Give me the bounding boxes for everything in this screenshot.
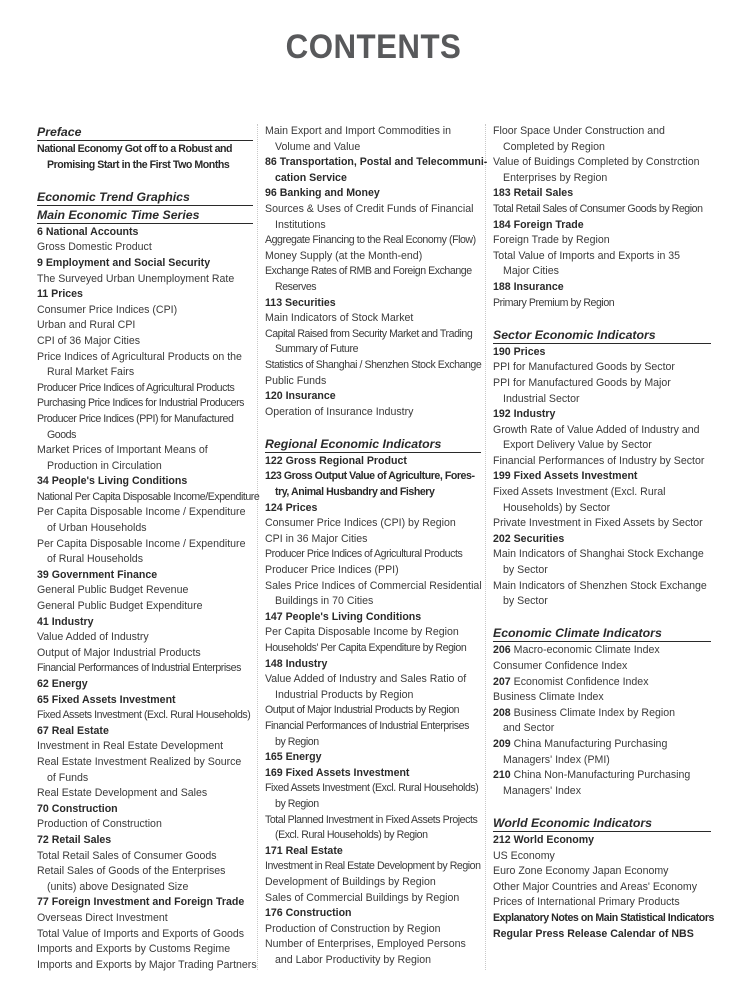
entry-text-continuation: (units) above Designated Size (47, 880, 189, 893)
entry-label: Business Climate Index by Region (513, 706, 675, 719)
entry-text: Purchasing Price Indices for Industrial Producers (37, 397, 244, 410)
section-heading-regional-economic-indicators: Regional Economic Indicators (265, 436, 481, 453)
toc-entry[interactable] (265, 937, 481, 968)
entry-text: Sources & Uses of Credit Funds of Financial (265, 202, 474, 215)
toc-entry[interactable] (265, 264, 481, 295)
entry-text-continuation: by Sector (503, 564, 548, 577)
toc-entry[interactable] (37, 272, 253, 288)
toc-entry[interactable] (265, 813, 481, 844)
entry-text: US Economy (493, 849, 555, 862)
spacer (493, 799, 711, 815)
toc-entry[interactable] (265, 516, 481, 532)
toc-entry[interactable] (493, 233, 711, 249)
entry-text: Number of Enterprises, Employed Persons (265, 938, 466, 951)
toc-entry[interactable] (265, 875, 481, 891)
entry-text-continuation: (Excl. Rural Households) by Region (275, 829, 428, 842)
entry-text (493, 769, 690, 781)
toc-chapter[interactable] (37, 833, 253, 849)
entry-text: Exchange Rates of RMB and Foreign Exchange (265, 265, 472, 278)
entry-text-continuation: try, Animal Husbandry and Fishery (275, 486, 435, 499)
entry-text: Investment in Real Estate Development by Region (265, 860, 481, 873)
toc-entry[interactable] (265, 532, 481, 548)
toc-entry[interactable] (265, 625, 481, 641)
entry-text: Financial Performances of Industry by Sector (493, 454, 705, 467)
toc-entry[interactable] (265, 859, 481, 875)
contents-column-1 (37, 124, 260, 973)
entry-label: China Non-Manufacturing Purchasing (513, 769, 691, 782)
toc-entry[interactable] (265, 405, 481, 421)
page-number: 210 (493, 769, 511, 782)
entry-text: General Public Budget Expenditure (37, 600, 203, 613)
toc-entry[interactable] (37, 505, 253, 536)
spacer (493, 610, 711, 626)
entry-text: 212 World Economy (493, 833, 595, 846)
toc-entry[interactable] (493, 659, 711, 675)
toc-chapter[interactable] (493, 345, 711, 361)
column-divider (257, 124, 258, 970)
entry-text (493, 738, 667, 750)
toc-chapter[interactable] (265, 296, 481, 312)
entry-text: General Public Budget Revenue (37, 584, 189, 597)
entry-text: 34 People's Living Conditions (37, 475, 188, 488)
toc-entry[interactable] (37, 646, 253, 662)
entry-text: 190 Prices (493, 345, 546, 358)
entry-text: Overseas Direct Investment (37, 911, 168, 924)
entry-text: Production of Construction by Region (265, 922, 441, 935)
entry-text: Total Value of Imports and Exports in 35 (493, 249, 681, 262)
entry-text: 183 Retail Sales (493, 187, 574, 200)
toc-chapter[interactable] (265, 750, 481, 766)
toc-entry[interactable] (265, 672, 481, 703)
toc-entry[interactable] (493, 516, 711, 532)
toc-chapter[interactable] (37, 256, 253, 272)
entry-text: 39 Government Finance (37, 568, 158, 581)
entry-text: 11 Prices (37, 288, 83, 301)
toc-chapter[interactable] (37, 287, 253, 303)
entry-text: 72 Retail Sales (37, 833, 112, 846)
entry-text: Growth Rate of Value Added of Industry and (493, 423, 700, 436)
toc-entry[interactable] (37, 942, 253, 958)
toc-entry[interactable] (37, 240, 253, 256)
spacer (37, 173, 253, 189)
entry-text: Main Export and Import Commodities in (265, 125, 452, 137)
toc-entry[interactable] (37, 661, 253, 677)
entry-text: 169 Fixed Assets Investment (265, 766, 410, 779)
toc-entry[interactable] (493, 360, 711, 376)
toc-chapter[interactable] (493, 186, 711, 202)
toc-entry[interactable] (37, 849, 253, 865)
entry-text: 122 Gross Regional Product (265, 454, 407, 467)
toc-entry[interactable] (493, 249, 711, 280)
toc-chapter[interactable] (265, 389, 481, 405)
toc-chapter[interactable] (493, 280, 711, 296)
page-number: 206 (493, 644, 511, 657)
entry-text: Operation of Insurance Industry (265, 405, 414, 418)
entry-text: 148 Industry (265, 657, 328, 670)
entry-text: Primary Premium by Region (493, 296, 615, 309)
entry-text: Gross Domestic Product (37, 241, 152, 254)
section-heading-sector-economic-indicators: Sector Economic Indicators (493, 327, 711, 344)
toc-entry[interactable] (493, 124, 711, 155)
toc-chapter[interactable] (37, 225, 253, 241)
entry-text: PPI for Manufactured Goods by Sector (493, 361, 675, 374)
toc-entry[interactable] (493, 880, 711, 896)
entry-text: 96 Banking and Money (265, 187, 380, 200)
toc-entry[interactable] (493, 202, 711, 218)
toc-entry[interactable] (265, 202, 481, 233)
entry-label: Macro-economic Climate Index (513, 644, 660, 657)
entry-text: 70 Construction (37, 802, 118, 815)
entry-text-continuation: by Sector (503, 595, 548, 608)
entry-text: 77 Foreign Investment and Foreign Trade (37, 896, 245, 909)
toc-entry[interactable] (37, 817, 253, 833)
toc-chapter[interactable] (265, 501, 481, 517)
entry-text: Regular Press Release Calendar of NBS (493, 927, 694, 940)
toc-entry[interactable] (37, 381, 253, 397)
entry-text-continuation: Major Cities (503, 265, 559, 278)
entry-text: 67 Real Estate (37, 724, 109, 737)
toc-chapter[interactable] (37, 677, 253, 693)
entry-text-continuation: of Rural Households (47, 553, 143, 566)
entry-text: Output of Major Industrial Products (37, 646, 201, 659)
toc-chapter[interactable] (265, 766, 481, 782)
column-divider (485, 124, 486, 970)
entry-text: Aggregate Financing to the Real Economy (Flow) (265, 234, 476, 247)
toc-entry[interactable] (493, 296, 711, 312)
entry-text: Development of Buildings by Region (265, 875, 436, 888)
entry-text: Real Estate Investment Realized by Source (37, 755, 242, 768)
entry-text: Price Indices of Agricultural Products on the (37, 350, 242, 363)
toc-entry[interactable] (265, 563, 481, 579)
entry-text: 62 Energy (37, 678, 88, 690)
toc-entry[interactable] (37, 490, 260, 506)
toc-entry[interactable] (493, 547, 711, 578)
entry-text: Floor Space Under Construction and (493, 125, 665, 137)
toc-entry[interactable] (493, 849, 711, 865)
entry-text: Euro Zone Economy Japan Economy (493, 865, 669, 878)
entry-text: 113 Securities (265, 296, 336, 309)
toc-entry[interactable] (493, 768, 711, 799)
toc-entry[interactable] (265, 124, 481, 155)
entry-text: Consumer Price Indices (CPI) by Region (265, 517, 456, 530)
entry-text: Value Added of Industry and Sales Ratio of (265, 673, 467, 686)
toc-entry[interactable] (37, 927, 253, 943)
entry-text: Sales Price Indices of Commercial Residential (265, 579, 482, 592)
toc-chapter[interactable] (37, 474, 253, 490)
entry-text: Main Indicators of Shanghai Stock Exchange (493, 548, 704, 561)
toc-entry[interactable] (265, 703, 481, 719)
entry-text-continuation: Reserves (275, 280, 317, 293)
entry-text-continuation: cation Service (275, 171, 347, 184)
entry-text: 199 Fixed Assets Investment (493, 470, 638, 483)
entry-text: Explanatory Notes on Main Statistical Indicators (493, 911, 714, 924)
toc-entry[interactable] (265, 547, 481, 563)
toc-entry[interactable] (265, 891, 481, 907)
toc-entry[interactable] (493, 155, 711, 186)
toc-entry[interactable] (265, 327, 481, 358)
entry-text-continuation: of Urban Households (47, 522, 147, 535)
section-heading-main-economic-time-series: Main Economic Time Series (37, 207, 253, 224)
entry-text: 6 National Accounts (37, 225, 139, 238)
entry-text: Value of Buidings Completed by Constrction (493, 156, 700, 169)
entry-text: Consumer Confidence Index (493, 660, 628, 672)
entry-text-continuation: and Sector (503, 722, 555, 735)
entry-text: Market Prices of Important Means of (37, 444, 208, 457)
entry-text-continuation: Industrial Products by Region (275, 688, 414, 701)
entry-text: 86 Transportation, Postal and Telecommuni- (265, 156, 488, 169)
entry-text: Fixed Assets Investment (Excl. Rural Households) (265, 782, 479, 795)
entry-text-continuation: Completed by Region (503, 140, 605, 153)
toc-entry[interactable] (493, 737, 711, 768)
entry-text: Households' Per Capita Expenditure by Region (265, 642, 467, 654)
toc-entry[interactable] (37, 583, 253, 599)
entry-text: Financial Performances of Industrial Enterprises (265, 719, 469, 732)
entry-text: Fixed Assets Investment (Excl. Rural Households) (37, 709, 251, 722)
toc-entry[interactable] (37, 318, 253, 334)
toc-chapter[interactable] (493, 218, 711, 234)
entry-text: Financial Performances of Industrial Enterprises (37, 662, 241, 675)
toc-chapter[interactable] (493, 407, 711, 423)
toc-entry[interactable] (265, 922, 481, 938)
entry-text: Per Capita Disposable Income / Expenditure (37, 537, 246, 550)
entry-text: Main Indicators of Stock Market (265, 312, 414, 325)
toc-entry[interactable] (37, 786, 253, 802)
toc-chapter[interactable] (493, 927, 711, 943)
toc-chapter[interactable] (265, 610, 481, 626)
toc-entry[interactable] (37, 537, 253, 568)
toc-entry[interactable] (37, 911, 253, 927)
toc-chapter[interactable] (493, 532, 711, 548)
entry-text: 9 Employment and Social Security (37, 256, 211, 269)
toc-entry[interactable] (493, 376, 711, 407)
entry-text: The Surveyed Urban Unemployment Rate (37, 272, 235, 285)
entry-text-continuation: and Labor Productivity by Region (275, 953, 432, 966)
toc-entry[interactable] (37, 443, 253, 474)
section-heading-world-economic-indicators: World Economic Indicators (493, 815, 711, 832)
toc-entry[interactable] (265, 233, 481, 249)
toc-entry[interactable] (265, 641, 481, 657)
toc-chapter[interactable] (493, 469, 711, 485)
entry-text: 192 Industry (493, 408, 556, 421)
entry-text-continuation: Promising Start in the First Two Months (47, 158, 230, 171)
toc-entry[interactable] (37, 396, 253, 412)
entry-text: Imports and Exports by Major Trading Partners (37, 958, 257, 971)
entry-text: Producer Price Indices of Agricultural Products (265, 548, 463, 561)
entry-text: Retail Sales of Goods of the Enterprises (37, 865, 226, 878)
entry-text: Per Capita Disposable Income by Region (265, 626, 459, 639)
entry-label: China Manufacturing Purchasing (513, 737, 668, 750)
entry-text: 171 Real Estate (265, 844, 343, 857)
entry-text: Producer Price Indices of Agricultural Products (37, 381, 235, 394)
section-heading-preface: Preface (37, 124, 253, 141)
entry-text: Production of Construction (37, 818, 162, 831)
toc-entry[interactable] (493, 485, 711, 516)
toc-chapter[interactable] (37, 693, 253, 709)
toc-chapter[interactable] (37, 142, 253, 173)
entry-text: 120 Insurance (265, 390, 336, 403)
spacer (265, 420, 481, 436)
entry-text-continuation: Production in Circulation (47, 459, 162, 472)
entry-text: Prices of International Primary Products (493, 896, 680, 909)
entry-text: Statistics of Shanghai / Shenzhen Stock Exchange (265, 358, 482, 371)
toc-entry[interactable] (265, 374, 481, 390)
toc-chapter[interactable] (493, 833, 711, 849)
entry-text-continuation: of Funds (47, 771, 89, 784)
entry-text (493, 707, 675, 719)
page-title: CONTENTS (285, 28, 462, 66)
page-number: 209 (493, 737, 511, 750)
toc-entry[interactable] (265, 358, 481, 374)
entry-text-continuation: Buildings in 70 Cities (275, 595, 374, 608)
section-heading-economic-climate-indicators: Economic Climate Indicators (493, 625, 711, 642)
toc-entry[interactable] (265, 579, 481, 610)
entry-text: Value Added of Industry (37, 631, 149, 644)
toc-entry[interactable] (265, 249, 481, 265)
entry-text: Business Climate Index (493, 691, 604, 704)
entry-text-continuation: Rural Market Fairs (47, 366, 135, 379)
entry-text: Public Funds (265, 374, 327, 387)
entry-text: Other Major Countries and Areas' Economy (493, 880, 697, 893)
entry-text: CPI in 36 Major Cities (265, 532, 368, 545)
toc-entry[interactable] (493, 454, 711, 470)
entry-text-continuation: Summary of Future (275, 343, 359, 356)
toc-entry[interactable] (37, 739, 253, 755)
toc-entry[interactable] (37, 864, 253, 895)
entry-text (493, 676, 649, 688)
entry-text: 41 Industry (37, 615, 94, 628)
toc-entry[interactable] (493, 895, 711, 911)
entry-text-continuation: Volume and Value (275, 140, 361, 153)
toc-chapter[interactable] (37, 802, 253, 818)
entry-text: 165 Energy (265, 751, 322, 764)
toc-chapter[interactable] (37, 724, 253, 740)
entry-text-continuation: Managers' Index (503, 784, 581, 797)
entry-text-continuation: by Region (275, 735, 319, 748)
entry-text: Producer Price Indices (PPI) for Manufactured (37, 412, 234, 425)
entry-label: Economist Confidence Index (513, 675, 649, 688)
entry-text: Investment in Real Estate Development (37, 740, 224, 753)
toc-chapter[interactable] (265, 186, 481, 202)
entry-text: 202 Securities (493, 532, 565, 545)
toc-chapter[interactable] (265, 155, 488, 186)
section-heading-economic-trend-graphics: Economic Trend Graphics (37, 189, 253, 206)
toc-chapter[interactable] (493, 911, 714, 927)
entry-text: Output of Major Industrial Products by Region (265, 704, 460, 717)
toc-entry[interactable] (493, 675, 711, 691)
entry-text-continuation: by Region (275, 797, 319, 810)
entry-text: 65 Fixed Assets Investment (37, 693, 176, 706)
toc-chapter[interactable] (265, 469, 481, 500)
entry-text-continuation: Managers' Index (PMI) (503, 753, 610, 766)
toc-chapter[interactable] (265, 657, 481, 673)
toc-entry[interactable] (493, 864, 711, 880)
entry-text-continuation: Institutions (275, 218, 326, 231)
contents-column-2 (265, 124, 488, 968)
toc-entry[interactable] (265, 781, 481, 812)
entry-text: Total Value of Imports and Exports of Goods (37, 927, 245, 940)
toc-entry[interactable] (493, 579, 711, 610)
page-number: 207 (493, 675, 511, 688)
entry-text: Private Investment in Fixed Assets by Sector (493, 517, 703, 530)
entry-text: Foreign Trade by Region (493, 234, 610, 247)
page-number: 208 (493, 706, 511, 719)
entry-text: Imports and Exports by Customs Regime (37, 943, 231, 956)
toc-entry[interactable] (265, 311, 481, 327)
toc-chapter[interactable] (37, 568, 253, 584)
entry-text: Main Indicators of Shenzhen Stock Exchange (493, 579, 707, 592)
entry-text: Total Planned Investment in Fixed Assets Projects (265, 813, 478, 826)
entry-text-continuation: Industrial Sector (503, 392, 580, 405)
entry-text-continuation: Export Delivery Value by Sector (503, 439, 652, 452)
entry-text: Producer Price Indices (PPI) (265, 564, 399, 577)
entry-text: National Per Capita Disposable Income/Expenditure (37, 490, 260, 503)
entry-text: Money Supply (at the Month-end) (265, 249, 423, 262)
toc-entry[interactable] (37, 708, 253, 724)
entry-text: 184 Foreign Trade (493, 218, 584, 231)
entry-text: PPI for Manufactured Goods by Major (493, 376, 671, 389)
entry-text: 176 Construction (265, 907, 352, 920)
entry-text-continuation: Enterprises by Region (503, 171, 608, 184)
toc-chapter[interactable] (265, 844, 481, 860)
entry-text-continuation: Goods (47, 428, 76, 441)
toc-entry[interactable] (37, 350, 253, 381)
entry-text: 147 People's Living Conditions (265, 610, 422, 623)
toc-chapter[interactable] (265, 454, 481, 470)
entry-text: 123 Gross Output Value of Agriculture, Fores- (265, 470, 475, 483)
entry-text: CPI of 36 Major Cities (37, 334, 141, 347)
toc-entry[interactable] (265, 719, 481, 750)
toc-entry[interactable] (493, 706, 711, 737)
entry-text: 188 Insurance (493, 280, 564, 293)
entry-text: Capital Raised from Security Market and Trading (265, 327, 473, 340)
toc-chapter[interactable] (37, 895, 253, 911)
toc-entry[interactable] (37, 958, 257, 974)
entry-text: Urban and Rural CPI (37, 319, 136, 332)
toc-entry[interactable] (37, 334, 253, 350)
toc-entry[interactable] (37, 412, 253, 443)
toc-chapter[interactable] (37, 615, 253, 631)
entry-text-continuation: Households) by Sector (503, 501, 611, 514)
entry-text: Consumer Price Indices (CPI) (37, 303, 178, 316)
toc-entry[interactable] (37, 599, 253, 615)
entry-text: National Economy Got off to a Robust and (37, 143, 233, 155)
entry-text: Total Retail Sales of Consumer Goods (37, 849, 217, 862)
entry-text: Sales of Commercial Buildings by Region (265, 891, 460, 904)
toc-entry[interactable] (37, 303, 253, 319)
entry-text (493, 644, 660, 656)
entry-text: Per Capita Disposable Income / Expenditure (37, 506, 246, 519)
entry-text: Total Retail Sales of Consumer Goods by Region (493, 202, 703, 215)
entry-text: Fixed Assets Investment (Excl. Rural (493, 486, 666, 499)
toc-chapter[interactable] (265, 906, 481, 922)
toc-entry[interactable] (493, 690, 711, 706)
toc-entry[interactable] (37, 755, 253, 786)
toc-entry[interactable] (37, 630, 253, 646)
toc-entry[interactable] (493, 643, 711, 659)
entry-text: 124 Prices (265, 501, 318, 514)
spacer (493, 311, 711, 327)
toc-entry[interactable] (493, 423, 711, 454)
contents-column-3 (493, 124, 714, 942)
entry-text: Real Estate Development and Sales (37, 787, 208, 800)
